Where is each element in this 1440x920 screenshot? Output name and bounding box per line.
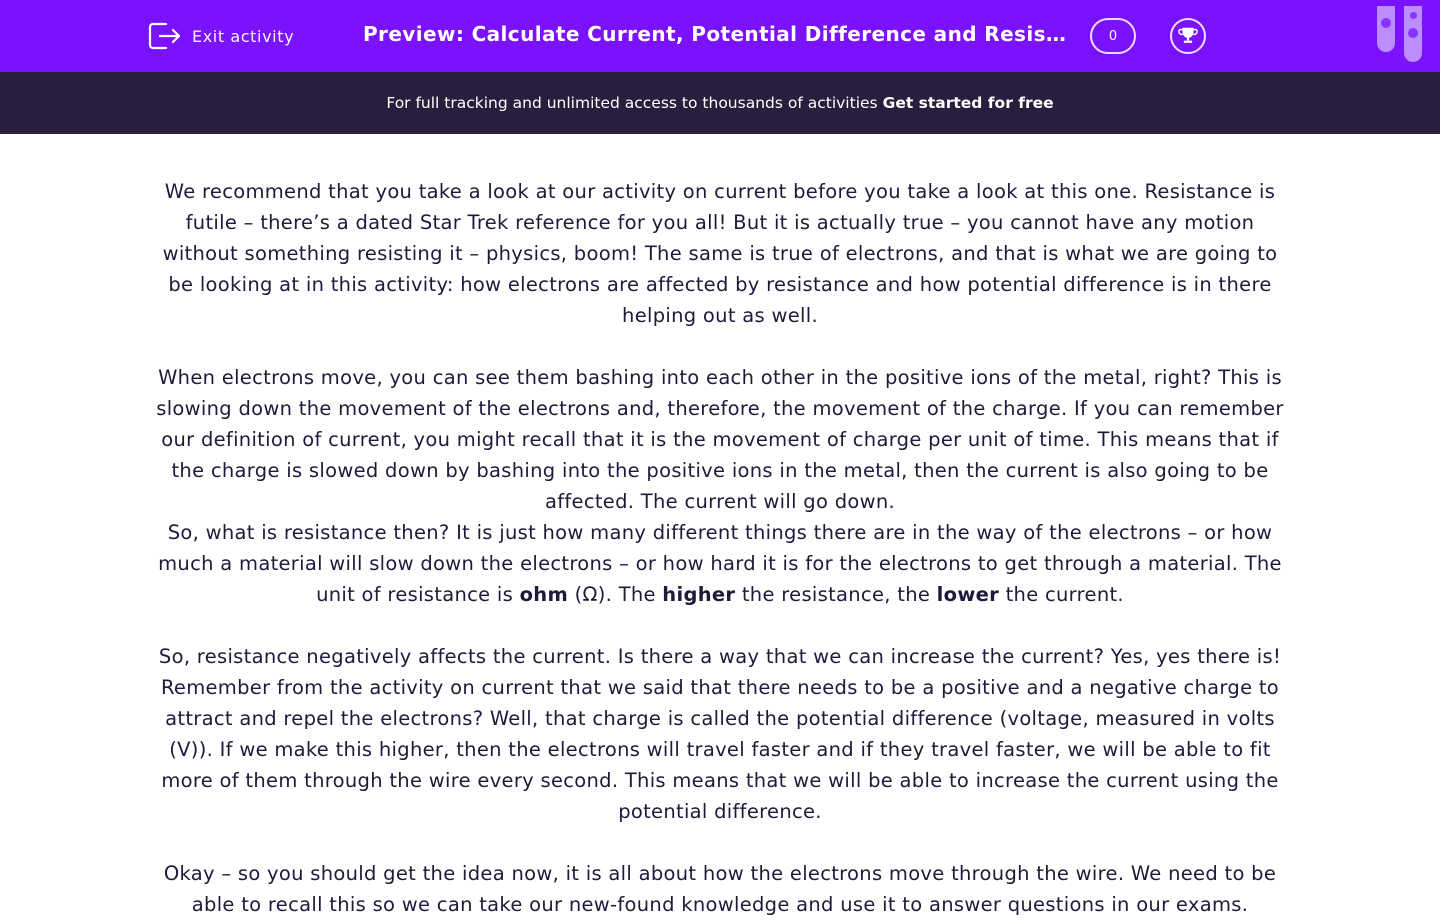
trophy-icon	[1177, 25, 1199, 47]
page-title: Preview: Calculate Current, Potential Difference and Resis…	[363, 22, 1067, 46]
get-started-link[interactable]: Get started for free	[882, 94, 1054, 112]
test-tube-icon	[1377, 6, 1395, 52]
score-badge: 0	[1090, 18, 1136, 54]
intro-paragraph-2: When electrons move, you can see them bashing into each other in the positive ions of the metal, right? This is slowing down the movement of the electrons and, therefore, the movement of the charge. If you can remember our definition of current, you might recall that it is the movement of charge per unit of time. This means that if the charge is slowed down by bashing into the positive ions in the metal, then the current is also going to be affected. The current will go down.	[156, 366, 1284, 513]
intro-paragraph-1: We recommend that you take a look at our activity on current before you take a look at this one. Resistance is futile – there’s a dated Star Trek reference for you all! But it is actually true – you cannot have any motion without something resisting it – physics, boom! The same is true of electrons, and that is what we are going to be looking at in this activity: how electrons are affected by resistance and how potential difference is in there helping out as well.	[162, 180, 1278, 327]
bold-higher: higher	[662, 583, 736, 606]
banner-text: For full tracking and unlimited access to thousands of activities	[386, 94, 878, 112]
exit-activity-button[interactable]	[148, 20, 294, 52]
exit-icon	[148, 20, 182, 52]
exit-activity-label: Exit activity	[192, 26, 295, 46]
activity-intro	[150, 176, 1290, 920]
test-tube-icon	[1404, 6, 1422, 62]
intro-paragraph-4: So, resistance negatively affects the current. Is there a way that we can increase the current? Yes, yes there is! Remember from the activity on current that we said that there needs to be a positive and a negative charge to attract and repel the electrons? Well, that charge is called the potential difference (voltage, measured in volts (V)). If we make this higher, then the electrons will travel faster and if they travel faster, we will be able to fit more of them through the wire every second. This means that we will be able to increase the current using the potential difference.	[158, 645, 1282, 823]
trophy-button[interactable]	[1170, 18, 1206, 54]
top-bar	[0, 0, 1440, 72]
intro-paragraph-5: Okay – so you should get the idea now, it is all about how the electrons move through the wire. We need to be able to recall this so we can take our new-found knowledge and use it to answer questions in our exams.	[163, 862, 1277, 916]
upgrade-banner	[0, 72, 1440, 134]
intro-paragraph-3: So, what is resistance then? It is just how many different things there are in the way of the electrons – or how much a material will slow down the electrons – or how hard it is for the electrons to get through a material. The unit of resistance is ohm (Ω). The higher the resistance, the lower the current.	[158, 521, 1282, 606]
bold-lower: lower	[936, 583, 1000, 606]
bold-ohm: ohm	[519, 583, 569, 606]
